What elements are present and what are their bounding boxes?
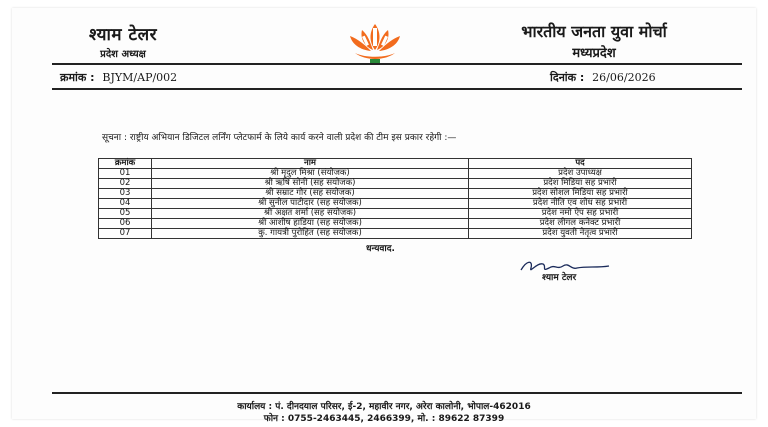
cell-name: श्री आशीष हांडिया (सह संयोजक) bbox=[152, 219, 469, 229]
cell-post: प्रदेश सोशल मिडिया सह प्रभारी bbox=[469, 189, 692, 199]
reference-value: BJYM/AP/002 bbox=[102, 71, 178, 84]
date-label: दिनांक : bbox=[550, 71, 585, 84]
cell-post: प्रदेश युवती नेतृत्व प्रभारी bbox=[469, 229, 692, 239]
cell-post: प्रदेश नीति एवं शोध सह प्रभारी bbox=[469, 199, 692, 209]
sender-name: श्याम टेलर bbox=[88, 25, 158, 45]
reference-label: क्रमांक : bbox=[60, 71, 95, 84]
cell-post: प्रदेश नमो ऐप सह प्रभारी bbox=[469, 209, 692, 219]
sender-block bbox=[58, 22, 188, 60]
cell-serial: 01 bbox=[99, 169, 152, 179]
table-row bbox=[99, 189, 692, 199]
notice-text: सूचना : राष्ट्रीय अभियान डिजिटल लर्निंग प्लेटफार्म के लिये कार्य करने वाली प्रदेश की टीम इस प्रकार रहेगी :— bbox=[102, 133, 457, 143]
column-header-name: नाम bbox=[152, 159, 469, 169]
team-table bbox=[98, 158, 692, 239]
sender-role: प्रदेश अध्यक्ष bbox=[100, 49, 146, 60]
closing-text: धन्यवाद. bbox=[366, 244, 395, 254]
cell-serial: 02 bbox=[99, 179, 152, 189]
letter-date bbox=[550, 70, 656, 85]
table-row bbox=[99, 179, 692, 189]
cell-serial: 03 bbox=[99, 189, 152, 199]
organization-name: भारतीय जनता युवा मोर्चा bbox=[521, 22, 667, 41]
lotus-icon bbox=[340, 20, 410, 64]
column-header-serial: क्रमांक bbox=[99, 159, 152, 169]
header-divider bbox=[52, 63, 742, 65]
cell-name: श्री ऋषि सोनी (सह संयोजक) bbox=[152, 179, 469, 189]
reference-number bbox=[60, 70, 177, 85]
cell-name: श्री मृदुल मिश्रा (संयोजक) bbox=[152, 169, 469, 179]
table-row bbox=[99, 199, 692, 209]
table-row bbox=[99, 169, 692, 179]
organization-block bbox=[454, 20, 734, 61]
office-address: कार्यालय : पं. दीनदयाल परिसर, ई-2, महावीर नगर, अरेरा कालोनी, भोपाल-462016 bbox=[237, 402, 531, 412]
signatory-name: श्याम टेलर bbox=[542, 273, 577, 283]
cell-name: कु. गायत्री पुरोहित (सह संयोजक) bbox=[152, 229, 469, 239]
cell-name: श्री अक्षत शर्मा (सह संयोजक) bbox=[152, 209, 469, 219]
cell-serial: 05 bbox=[99, 209, 152, 219]
cell-serial: 04 bbox=[99, 199, 152, 209]
reference-divider bbox=[52, 88, 742, 90]
table-row bbox=[99, 229, 692, 239]
cell-post: प्रदेश उपाध्यक्ष bbox=[469, 169, 692, 179]
table-header-row bbox=[99, 159, 692, 169]
organization-state: मध्यप्रदेश bbox=[572, 46, 616, 61]
footer-divider bbox=[52, 392, 742, 394]
cell-serial: 06 bbox=[99, 219, 152, 229]
table-row bbox=[99, 209, 692, 219]
column-header-post: पद bbox=[469, 159, 692, 169]
office-phones: फोन : 0755-2463445, 2466399, मो. : 89622 87399 bbox=[263, 414, 505, 424]
cell-post: प्रदेश मिडिया सह प्रभारी bbox=[469, 179, 692, 189]
cell-name: श्री सुनील पाटीदार (सह संयोजक) bbox=[152, 199, 469, 209]
letterhead-page bbox=[12, 8, 756, 424]
cell-name: श्री सम्राट गौर (सह संयोजक) bbox=[152, 189, 469, 199]
cell-serial: 07 bbox=[99, 229, 152, 239]
table-row bbox=[99, 219, 692, 229]
cell-post: प्रदेश लीगल कनेक्ट प्रभारी bbox=[469, 219, 692, 229]
date-value: 26/06/2026 bbox=[592, 71, 656, 84]
